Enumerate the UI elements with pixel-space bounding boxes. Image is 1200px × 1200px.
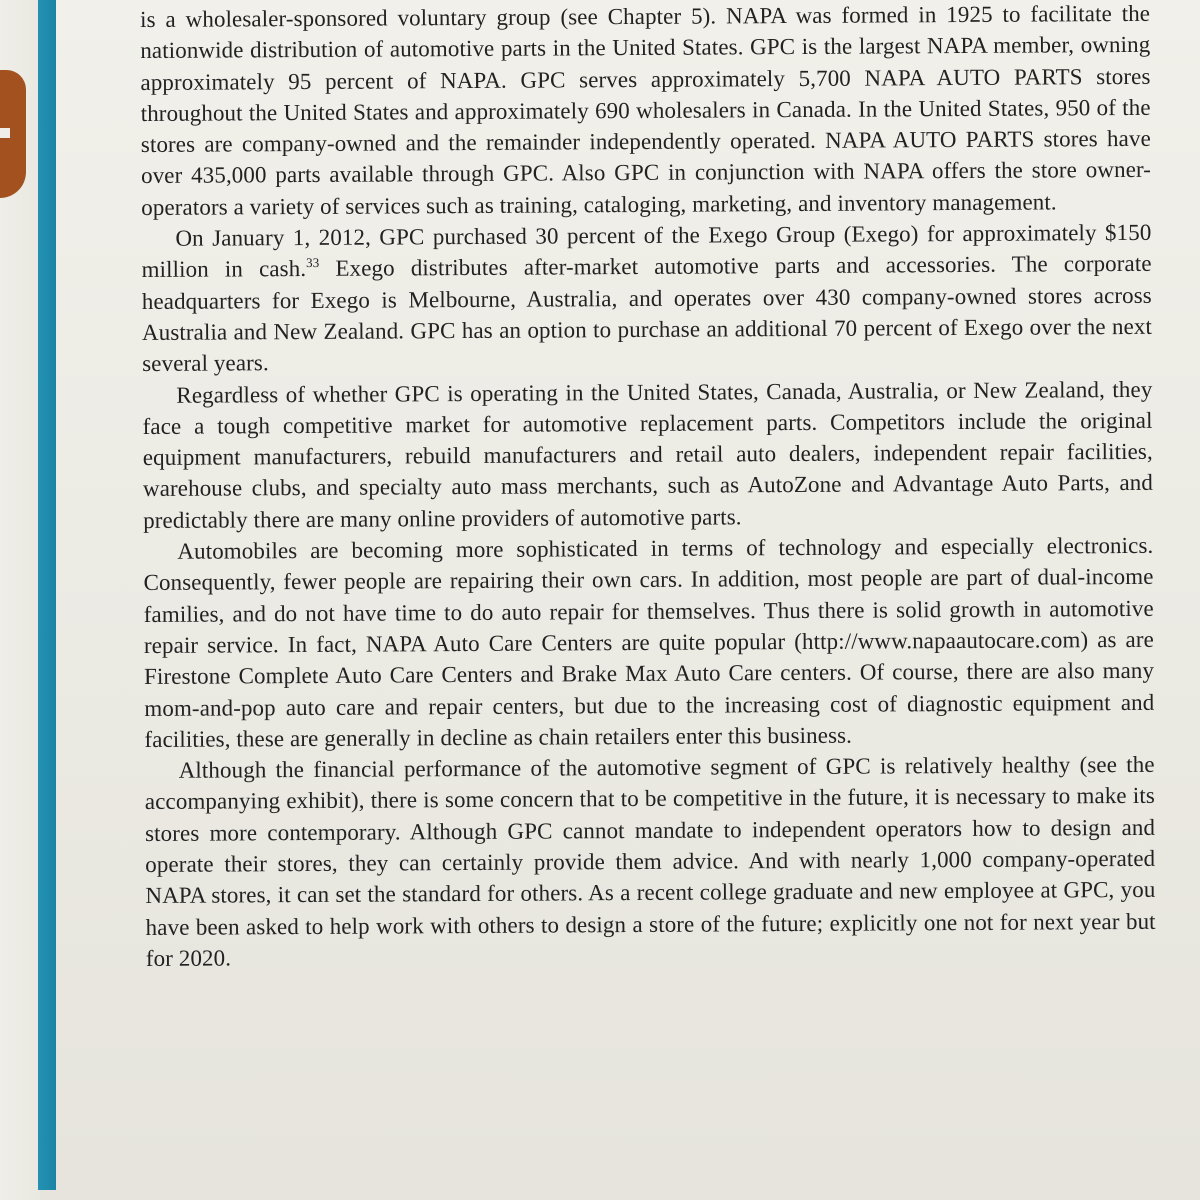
blue-accent-bar bbox=[38, 0, 56, 1190]
footnote-marker: 33 bbox=[306, 255, 320, 271]
paragraph-1: is a wholesaler-sponsored voluntary group (see Chapter 5). NAPA was formed in 1925 to facilitate the nationwide distribution of automotive parts in the United States. GPC is the largest NAPA member, owning approximately 95 percent of NAPA. GPC serves approximately 5,700 NAPA AUTO PARTS stores throughout the United States and approximately 690 wholesalers in Canada. In the United States, 950 of the stores are company-owned and the remainder independently operated. NAPA AUTO PARTS stores have over 435,000 parts available through GPC. Also GPC in conjunction with NAPA offers the store owner-operators a variety of services such as training, cataloging, marketing, and inventory management. bbox=[140, 0, 1152, 220]
paragraph-2-text-cont: Exego distributes after-market automotive parts and accessories. The corporate headquarters for Exego is Melbourne, Australia, and operates over 430 company-owned stores across Australia and New Zealand. GPC has an option to purchase an additional 70 percent of Exego over the next several years. bbox=[141, 251, 1153, 377]
paragraph-2 bbox=[141, 217, 1152, 380]
body-text bbox=[140, 0, 1156, 974]
paragraph-5: Although the financial performance of the automotive segment of GPC is relatively healthy (see the accompanying exhibit), there is some concern that to be competitive in the future, it is necessary to make its stores more contemporary. Although GPC cannot mandate to independent operators how to design and operate their stores, they can certainly provide them advice. And with nearly 1,000 company-operated NAPA stores, it can set the standard for others. As a recent college graduate and new employee at GPC, you have been asked to help work with others to design a store of the future; explicitly one not for next year but for 2020. bbox=[144, 751, 1156, 971]
paragraph-2-text: On January 1, 2012, GPC purchased 30 percent of the Exego Group (Exego) for approximately $150 million in cash. bbox=[141, 219, 1152, 283]
paragraph-3: Regardless of whether GPC is operating in the United States, Canada, Australia, or New Zealand, they face a tough competitive market for automotive replacement parts. Competitors include the original equipment manufacturers, rebuild manufacturers and retail auto dealers, independent repair facilities, warehouse clubs, and specialty auto mass merchants, such as AutoZone and Advantage Auto Parts, and predictably there are many online providers of automotive parts. bbox=[142, 376, 1154, 533]
chapter-edge-tab bbox=[0, 70, 26, 198]
paragraph-4: Automobiles are becoming more sophisticated in terms of technology and especially electronics. Consequently, fewer people are repairing their own cars. In addition, most people are part of dual-income families, and do not have time to do auto repair for themselves. Thus there is solid growth in automotive repair service. In fact, NAPA Auto Care Centers are quite popular (http://www.napaautocare.com) as are Firestone Complete Auto Care Centers and Brake Max Auto Care centers. Of course, there are also many mom-and-pop auto care and repair centers, but due to the increasing cost of diagnostic equipment and facilities, these are generally in decline as chain retailers enter this business. bbox=[143, 532, 1155, 752]
